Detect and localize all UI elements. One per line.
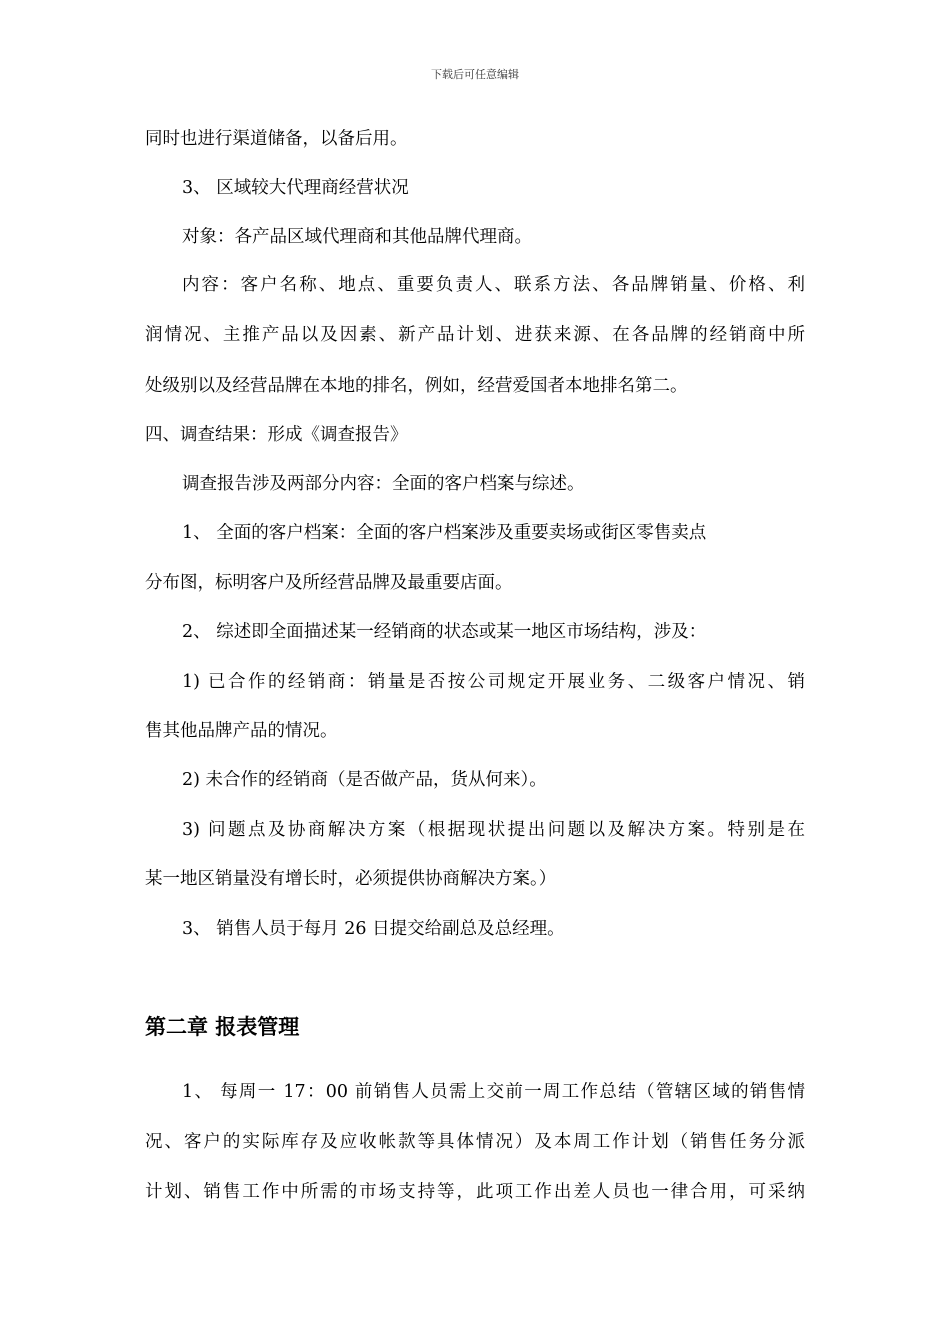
body-line: 同时也进行渠道储备，以备后用。 — [145, 129, 408, 149]
section-heading: 四、调查结果：形成《调查报告》 — [145, 425, 408, 445]
body-line: 2) 未合作的经销商（是否做产品，货从何来）。 — [182, 770, 547, 790]
body-line: 1) 已合作的经销商：销量是否按公司规定开展业务、二级客户情况、销 — [182, 672, 805, 692]
body-line: 分布图，标明客户及所经营品牌及最重要店面。 — [145, 573, 513, 593]
body-line: 调查报告涉及两部分内容：全面的客户档案与综述。 — [182, 474, 585, 494]
page-header: 下载后可任意编辑 — [431, 68, 519, 81]
body-line: 3) 问题点及协商解决方案（根据现状提出问题以及解决方案。特别是在 — [182, 820, 805, 840]
body-line: 对象：各产品区域代理商和其他品牌代理商。 — [182, 227, 532, 247]
body-line: 3、 区域较大代理商经营状况 — [182, 178, 409, 198]
body-line: 1、 每周一 17：00 前销售人员需上交前一周工作总结（管辖区域的销售情 — [182, 1082, 805, 1102]
body-line: 售其他品牌产品的情况。 — [145, 721, 338, 741]
chapter-title: 第二章 报表管理 — [145, 1014, 300, 1039]
body-line: 某一地区销量没有增长时，必须提供协商解决方案。） — [145, 869, 557, 889]
body-line: 计划、销售工作中所需的市场支持等，此项工作出差人员也一律合用，可采纳 — [145, 1182, 805, 1202]
body-line: 况、客户的实际库存及应收帐款等具体情况）及本周工作计划（销售任务分派 — [145, 1132, 805, 1152]
body-line: 1、 全面的客户档案：全面的客户档案涉及重要卖场或街区零售卖点 — [182, 523, 707, 543]
body-line: 3、 销售人员于每月 26 日提交给副总及总经理。 — [182, 919, 565, 939]
body-line: 内容：客户名称、地点、重要负责人、联系方法、各品牌销量、价格、利 — [182, 275, 805, 295]
body-line: 润情况、主推产品以及因素、新产品计划、进获来源、在各品牌的经销商中所 — [145, 325, 805, 345]
body-line: 处级别以及经营品牌在本地的排名，例如，经营爱国者本地排名第二。 — [145, 376, 688, 396]
body-line: 2、 综述即全面描述某一经销商的状态或某一地区市场结构，涉及： — [182, 622, 707, 642]
